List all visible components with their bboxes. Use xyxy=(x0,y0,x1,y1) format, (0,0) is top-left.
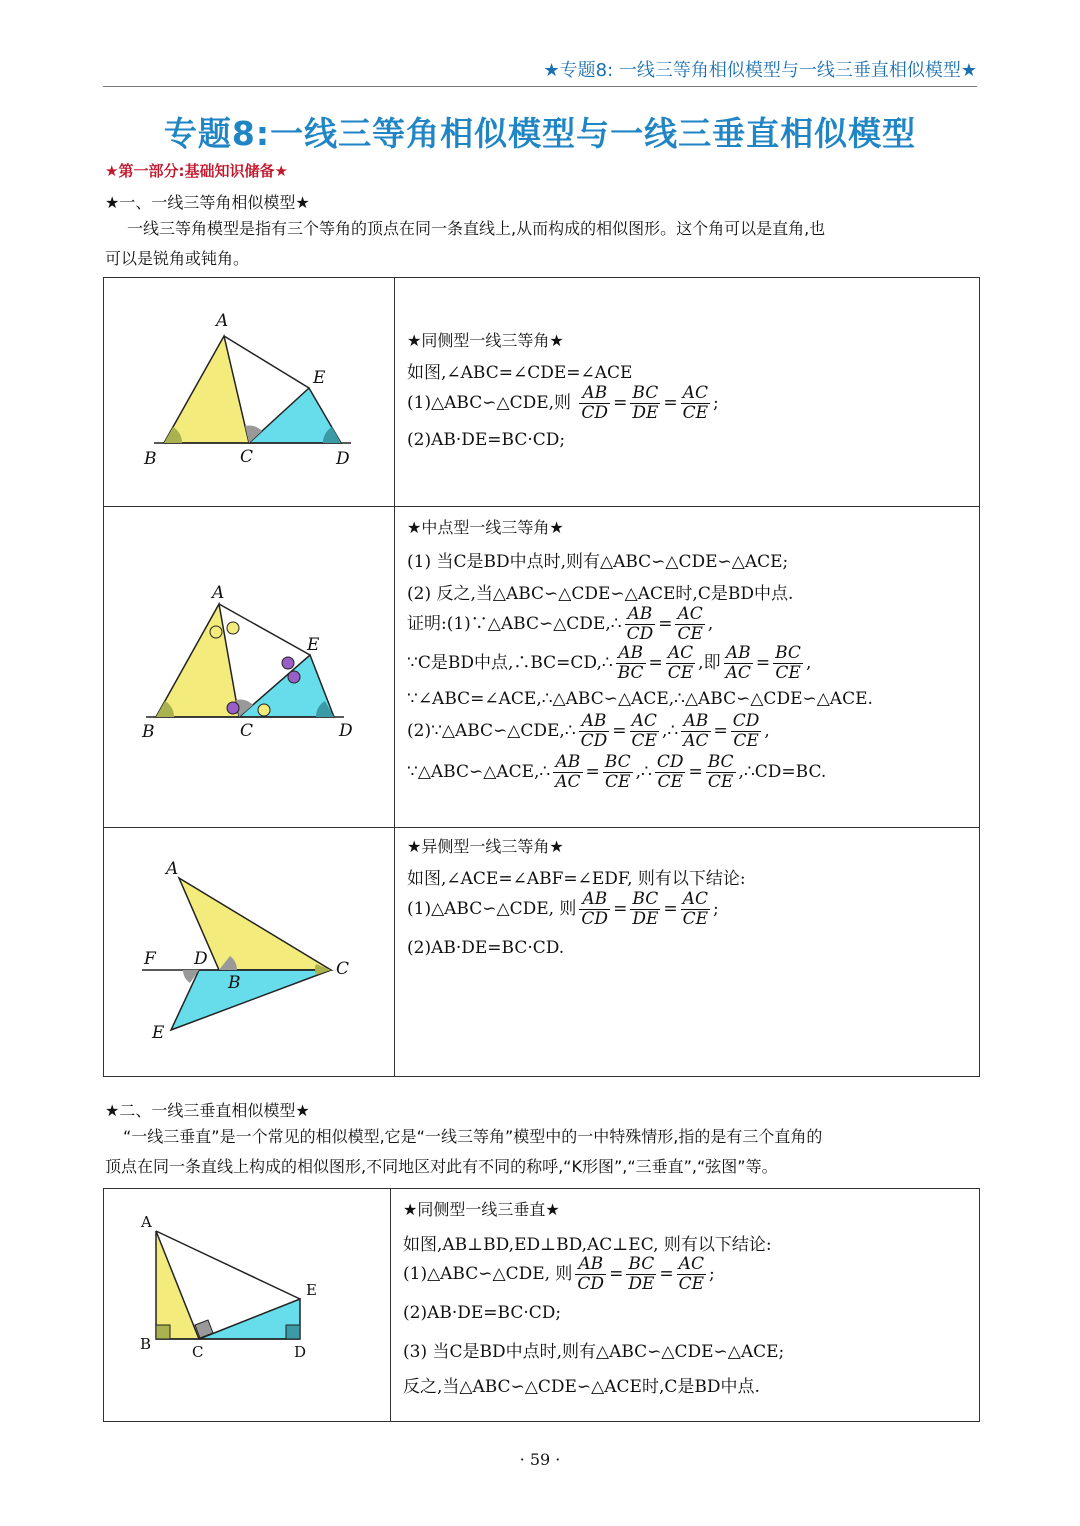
text-cell-same-side xyxy=(395,278,980,507)
model-table-1 xyxy=(103,277,980,1077)
opposite-side-line3: (2)AB·DE=BC·CD. xyxy=(407,938,565,958)
midpoint-line7: ∵△ABC∽△ACE,∴ $\frac{AB}{AC}$ = $\frac{BC}{CE}$ ,∴ $\frac{CD}{CE}$ = $\frac{BC}{CE}$ ,∴CD=BC. xyxy=(407,752,827,792)
figure-cell-perpendicular xyxy=(104,1189,391,1422)
same-side-line1: 如图,∠ABC=∠CDE=∠ACE xyxy=(407,363,633,383)
fig1-label-a: A xyxy=(216,311,229,331)
same-side-heading: ★同侧型一线三等角★ xyxy=(407,331,564,350)
part-heading: ★第一部分:基础知识储备★ xyxy=(105,162,288,180)
perpendicular-line3: (2)AB·DE=BC·CD; xyxy=(403,1303,562,1323)
fig2-label-a: A xyxy=(212,583,225,603)
page-title: 专题8:一线三等角相似模型与一线三垂直相似模型 xyxy=(163,114,917,153)
midpoint-line2: (2) 反之,当△ABC∽△CDE∽△ACE时,C是BD中点. xyxy=(407,584,794,604)
fig3-label-a: A xyxy=(166,859,179,879)
running-title: ★专题8: 一线三等角相似模型与一线三垂直相似模型★ xyxy=(543,60,977,81)
fig2-label-c: C xyxy=(240,721,254,741)
midpoint-heading: ★中点型一线三等角★ xyxy=(407,518,564,537)
fig3-label-e: E xyxy=(152,1023,165,1043)
perpendicular-line4: (3) 当C是BD中点时,则有△ABC∽△CDE∽△ACE; xyxy=(403,1342,785,1362)
figure-opposite-side xyxy=(104,828,394,1072)
figure-perpendicular xyxy=(104,1189,390,1417)
fig1-label-e: E xyxy=(313,368,326,388)
opposite-side-line2: (1)△ABC∽△CDE, 则 $\frac{AB}{CD}$ = $\frac{BC}{DE}$ = $\frac{AC}{CE}$ ; xyxy=(407,889,719,929)
figure-cell-midpoint xyxy=(104,507,395,828)
fig1-label-c: C xyxy=(240,447,254,467)
fig3-label-b: B xyxy=(228,973,241,993)
text-cell-perpendicular xyxy=(391,1189,980,1422)
section1-heading: ★一、一线三等角相似模型★ xyxy=(105,193,310,212)
same-side-line2: (1)△ABC∽△CDE,则 $\frac{AB}{CD}$ = $\frac{BC}{DE}$ = $\frac{AC}{CE}$ ; xyxy=(407,383,719,423)
fig2-label-d: D xyxy=(339,721,353,741)
fig3-label-d: D xyxy=(194,949,208,969)
section2-intro-1: “一线三垂直”是一个常见的相似模型,它是“一线三等角”模型中的一中特殊情形,指的是有三个直角的 xyxy=(123,1127,823,1146)
fig3-label-f: F xyxy=(144,949,156,969)
running-header xyxy=(103,56,977,87)
perpendicular-line1: 如图,AB⊥BD,ED⊥BD,AC⊥EC, 则有以下结论: xyxy=(403,1235,772,1255)
fig4-label-d: D xyxy=(294,1343,307,1361)
text-cell-midpoint xyxy=(395,507,980,828)
fig1-label-b: B xyxy=(144,449,157,469)
fig3-label-c: C xyxy=(336,959,350,979)
midpoint-line1: (1) 当C是BD中点时,则有△ABC∽△CDE∽△ACE; xyxy=(407,552,789,572)
figure-midpoint xyxy=(104,507,394,823)
same-side-line3: (2)AB·DE=BC·CD; xyxy=(407,430,566,450)
midpoint-line3: 证明:(1)∵△ABC∽△CDE,∴ $\frac{AB}{CD}$ = $\frac{AC}{CE}$ , xyxy=(407,604,714,644)
perpendicular-line5: 反之,当△ABC∽△CDE∽△ACE时,C是BD中点. xyxy=(403,1377,760,1397)
text-cell-opposite-side xyxy=(395,828,980,1077)
fig2-label-b: B xyxy=(142,722,155,742)
midpoint-line4: ∵C是BD中点,∴BC=CD,∴ $\frac{AB}{BC}$ = $\frac{AC}{CE}$ ,即 $\frac{AB}{AC}$ = $\frac{BC}{CE}$ , xyxy=(407,643,812,683)
midpoint-line5: ∵∠ABC=∠ACE,∴△ABC∽△ACE,∴△ABC∽△CDE∽△ACE. xyxy=(407,689,873,709)
section2-intro-2: 顶点在同一条直线上构成的相似图形,不同地区对此有不同的称呼,“K形图”,“三垂直”,“弦图”等。 xyxy=(105,1157,778,1176)
opposite-side-line1: 如图,∠ACE=∠ABF=∠EDF, 则有以下结论: xyxy=(407,869,746,889)
section2-heading: ★二、一线三垂直相似模型★ xyxy=(105,1101,310,1120)
fig4-label-e: E xyxy=(306,1281,317,1299)
opposite-side-heading: ★异侧型一线三等角★ xyxy=(407,837,564,856)
fig1-label-d: D xyxy=(336,449,350,469)
fig4-label-a: A xyxy=(141,1213,152,1231)
figure-cell-same-side xyxy=(104,278,395,507)
figure-same-side xyxy=(104,278,394,502)
perpendicular-heading: ★同侧型一线三垂直★ xyxy=(403,1200,560,1219)
midpoint-line6: (2)∵△ABC∽△CDE,∴ $\frac{AB}{CD}$ = $\frac{AC}{CE}$ ,∴ $\frac{AB}{AC}$ = $\frac{CD}{CE}$ , xyxy=(407,711,770,751)
perpendicular-line2: (1)△ABC∽△CDE, 则 $\frac{AB}{CD}$ = $\frac{BC}{DE}$ = $\frac{AC}{CE}$ ; xyxy=(403,1254,715,1294)
model-table-2 xyxy=(103,1188,980,1422)
fig4-label-c: C xyxy=(192,1343,204,1361)
fig4-label-b: B xyxy=(140,1335,152,1353)
fig2-label-e: E xyxy=(307,635,320,655)
section1-intro-2: 可以是锐角或钝角。 xyxy=(105,249,250,268)
page-number: · 59 · xyxy=(519,1450,561,1469)
figure-cell-opposite-side xyxy=(104,828,395,1077)
section1-intro-1: 一线三等角模型是指有三个等角的顶点在同一条直线上,从而构成的相似图形。这个角可以是直角,也 xyxy=(127,219,826,238)
